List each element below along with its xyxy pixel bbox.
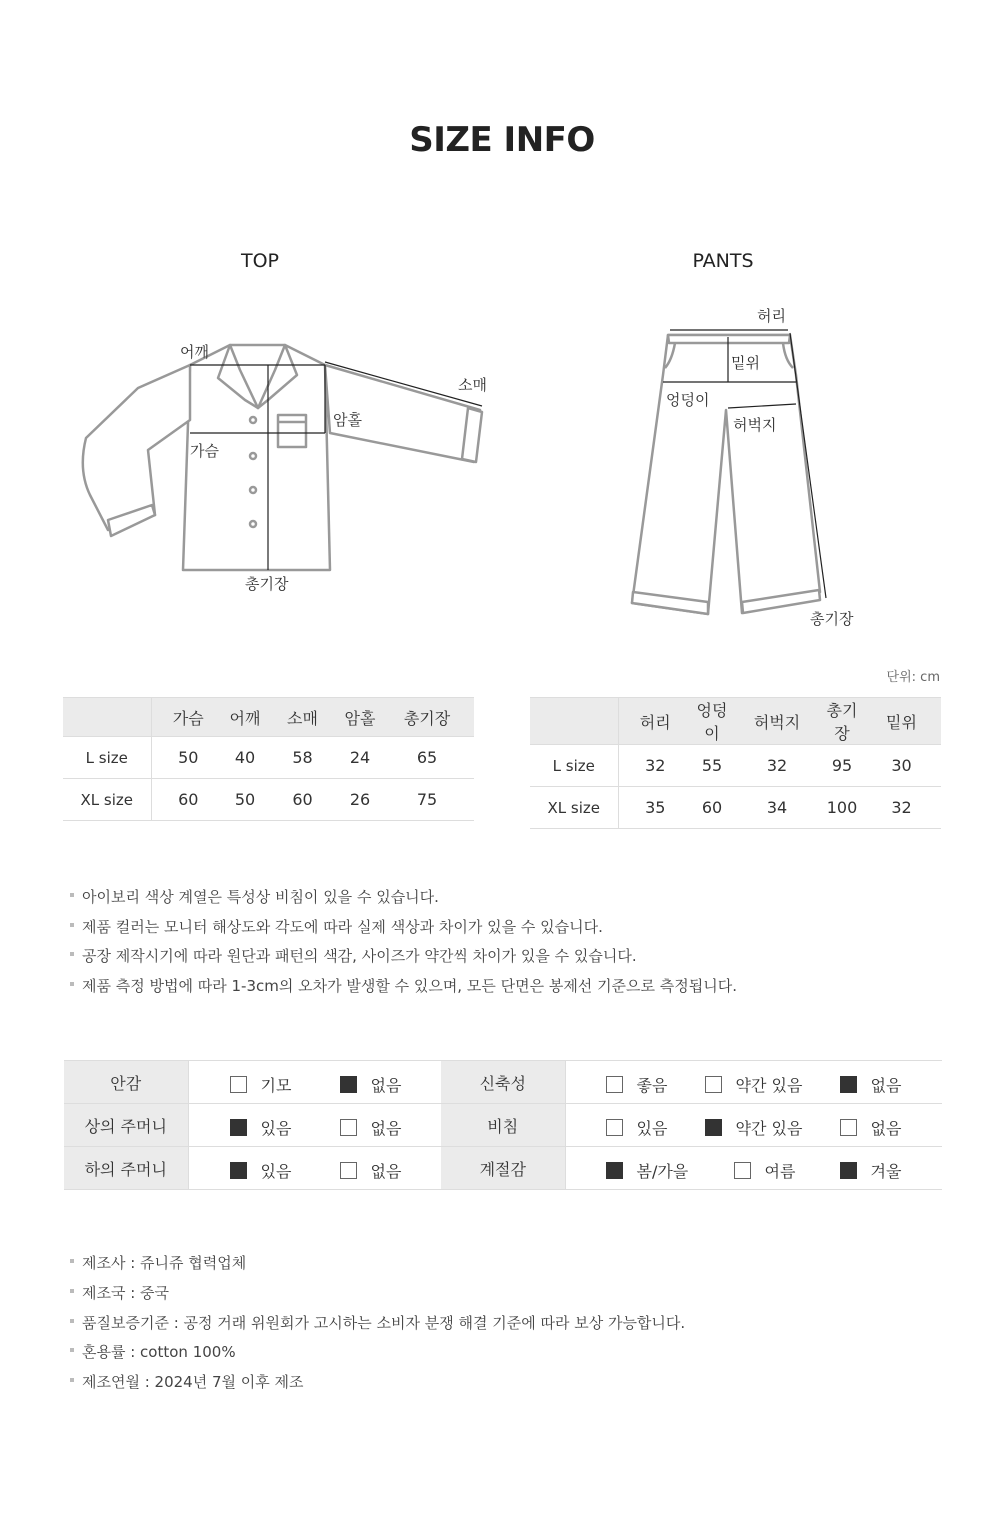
checkbox-icon[interactable] [840,1119,857,1136]
column-header: 엉덩이 [692,698,732,745]
option-label: 약간 있음 [735,1076,803,1095]
checkbox-checked-icon[interactable] [606,1162,623,1179]
list-item: 제조사 : 쥬니쥬 협력업체 [70,1250,685,1280]
table-cell: 26 [340,779,380,821]
option-label: 좋음 [636,1076,668,1095]
pants-label-rise: 밑위 [731,354,760,372]
option-label: 있음 [260,1162,292,1181]
attr-label-season: 계절감 [441,1147,565,1190]
option-label: 없음 [870,1076,902,1095]
attr-options-top-pocket [188,1104,441,1147]
list-item: 아이보리 색상 계열은 특성상 비침이 있을 수 있습니다. [70,884,737,914]
attr-label-sheer: 비침 [441,1104,565,1147]
option-label: 기모 [260,1076,292,1095]
table-cell: 32 [618,745,692,787]
attr-options-lining [188,1061,441,1104]
table-cell: 65 [380,737,474,779]
option-sheer-none[interactable] [840,1116,902,1139]
checkbox-checked-icon[interactable] [840,1162,857,1179]
page-title: SIZE INFO [409,120,595,160]
top-size-table [63,697,474,821]
table-row [64,1104,942,1147]
table-cell: 34 [732,787,822,829]
table-cell: 35 [618,787,692,829]
attr-options-season [565,1147,942,1190]
pants-size-table [530,697,941,829]
table-row [63,737,474,779]
checkbox-icon[interactable] [606,1119,623,1136]
list-item: 품질보증기준 : 공정 거래 위원회가 고시하는 소비자 분쟁 해결 기준에 따라 보상 가능합니다. [70,1310,685,1340]
table-cell: 75 [380,779,474,821]
top-label-length: 총기장 [245,575,289,593]
checkbox-checked-icon[interactable] [705,1119,722,1136]
table-cell: 60 [265,779,340,821]
table-corner [63,698,151,737]
list-item: 혼용률 : cotton 100% [70,1339,685,1369]
top-button [250,453,256,459]
option-stretch-good[interactable] [606,1073,668,1096]
attr-label-top-pocket: 상의 주머니 [64,1104,188,1147]
checkbox-icon[interactable] [340,1162,357,1179]
table-header-row [63,698,474,737]
top-section-label: TOP [240,250,280,272]
option-top-pocket-yes[interactable] [230,1116,292,1139]
checkbox-icon[interactable] [340,1119,357,1136]
table-cell: 40 [225,737,265,779]
table-cell: 100 [822,787,862,829]
attr-options-stretch [565,1061,942,1104]
table-row [63,779,474,821]
attr-options-sheer [565,1104,942,1147]
table-row [64,1147,942,1190]
list-item: 제조연월 : 2024년 7월 이후 제조 [70,1369,685,1399]
option-label: 있음 [636,1119,668,1138]
top-button [250,521,256,527]
table-cell: 50 [225,779,265,821]
column-header: 허리 [618,698,692,745]
row-header: L size [63,737,151,779]
option-season-spring-fall[interactable] [606,1159,689,1182]
pants-label-waist: 허리 [757,307,786,325]
table-cell: 50 [151,737,225,779]
option-stretch-some[interactable] [705,1073,803,1096]
option-label: 여름 [764,1162,796,1181]
top-button [250,487,256,493]
row-header: XL size [63,779,151,821]
table-cell: 30 [862,745,941,787]
table-cell: 32 [732,745,822,787]
pants-waistband [668,335,790,343]
column-header: 총기장 [822,698,862,745]
attr-label-bottom-pocket: 하의 주머니 [64,1147,188,1190]
attr-label-stretch: 신축성 [441,1061,565,1104]
table-row [64,1061,942,1104]
pants-label-length: 총기장 [810,610,854,628]
checkbox-icon[interactable] [705,1076,722,1093]
list-item: 공장 제작시기에 따라 원단과 패턴의 색감, 사이즈가 약간씩 차이가 있을 수 있습니다. [70,943,737,973]
pants-label-hip: 엉덩이 [666,391,710,409]
checkbox-checked-icon[interactable] [840,1076,857,1093]
option-season-summer[interactable] [734,1159,796,1182]
table-cell: 24 [340,737,380,779]
pants-label-thigh: 허벅지 [733,416,777,434]
option-sheer-some[interactable] [705,1116,803,1139]
option-bottom-pocket-yes[interactable] [230,1159,292,1182]
table-row [530,787,941,829]
product-info-list [70,1250,685,1399]
option-label: 있음 [260,1119,292,1138]
table-cell: 95 [822,745,862,787]
option-lining-none[interactable] [340,1073,402,1096]
care-notes-list [70,884,737,1002]
column-header: 가슴 [151,698,225,737]
table-cell: 58 [265,737,340,779]
list-item: 제품 컬러는 모니터 해상도와 각도에 따라 실제 색상과 차이가 있을 수 있습니다. [70,914,737,944]
pants-diagram [600,290,880,630]
table-cell: 55 [692,745,732,787]
option-label: 없음 [370,1162,402,1181]
top-button [250,417,256,423]
option-label: 없음 [870,1119,902,1138]
option-bottom-pocket-no[interactable] [340,1159,402,1182]
option-label: 겨울 [870,1162,902,1181]
top-label-shoulder: 어깨 [180,343,209,361]
unit-note: 단위: cm [886,670,940,685]
pants-section-label: PANTS [692,250,754,272]
row-header: XL size [530,787,618,829]
checkbox-icon[interactable] [230,1076,247,1093]
list-item: 제조국 : 중국 [70,1280,685,1310]
checkbox-checked-icon[interactable] [230,1119,247,1136]
row-header: L size [530,745,618,787]
pants-outline [632,335,820,614]
list-item: 제품 측정 방법에 따라 1-3cm의 오차가 발생할 수 있으며, 모든 단면은 봉제선 기준으로 측정됩니다. [70,973,737,1003]
column-header: 허벅지 [732,698,822,745]
option-label: 약간 있음 [735,1119,803,1138]
attr-label-lining: 안감 [64,1061,188,1104]
column-header: 어깨 [225,698,265,737]
top-label-sleeve: 소매 [458,376,487,394]
top-diagram [0,290,500,610]
checkbox-checked-icon[interactable] [340,1076,357,1093]
column-header: 밑위 [862,698,941,745]
table-cell: 32 [862,787,941,829]
column-header: 소매 [265,698,340,737]
top-left-sleeve [83,365,190,530]
option-top-pocket-no[interactable] [340,1116,402,1139]
table-header-row [530,698,941,745]
option-season-winter[interactable] [840,1159,902,1182]
option-stretch-none[interactable] [840,1073,902,1096]
option-sheer-yes[interactable] [606,1116,668,1139]
checkbox-icon[interactable] [734,1162,751,1179]
table-row [530,745,941,787]
option-lining-fleece[interactable] [230,1073,292,1096]
attributes-table [64,1060,942,1190]
top-label-armhole: 암홀 [333,411,362,429]
option-label: 없음 [370,1076,402,1095]
column-header: 총기장 [380,698,474,737]
checkbox-icon[interactable] [606,1076,623,1093]
option-label: 봄/가을 [636,1162,689,1181]
attr-options-bottom-pocket [188,1147,441,1190]
table-corner [530,698,618,745]
checkbox-checked-icon[interactable] [230,1162,247,1179]
top-label-chest: 가슴 [190,442,219,460]
table-cell: 60 [151,779,225,821]
column-header: 암홀 [340,698,380,737]
top-pocket [278,415,306,447]
table-cell: 60 [692,787,732,829]
option-label: 없음 [370,1119,402,1138]
